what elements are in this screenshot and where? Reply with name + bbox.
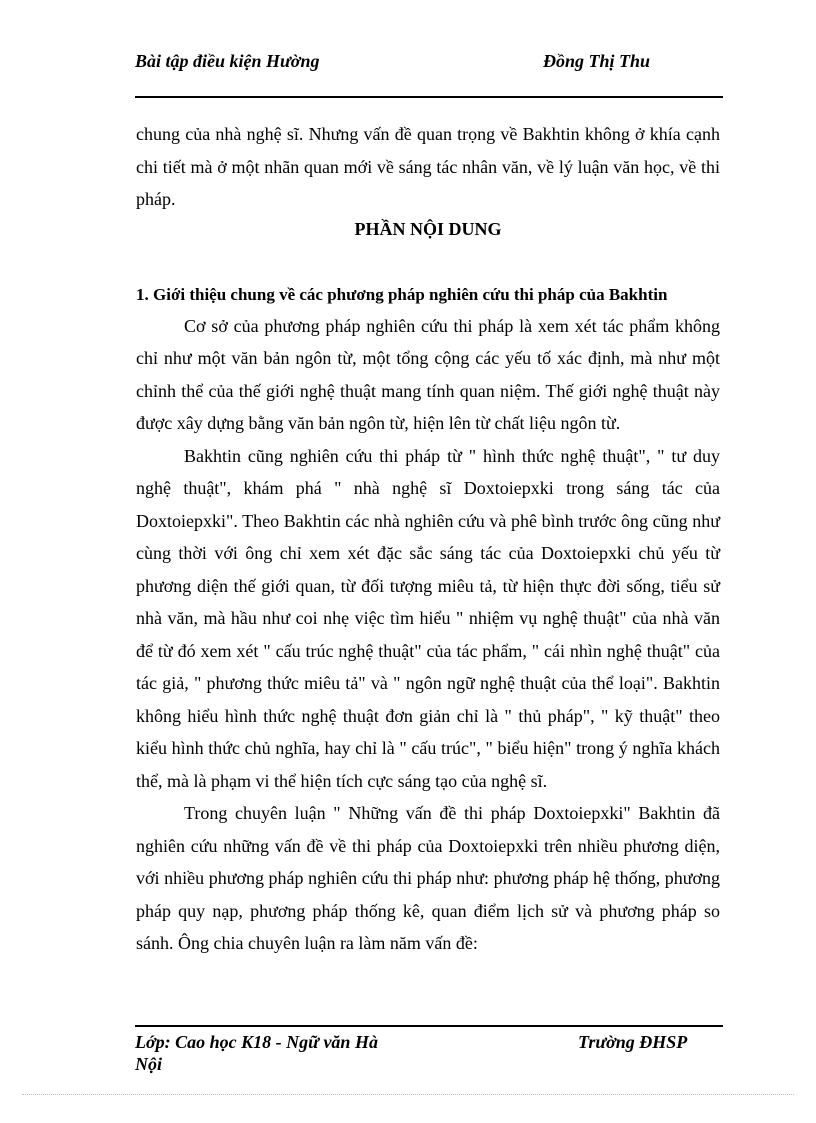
page-bottom-edge — [22, 1094, 794, 1095]
footer-right-text: Trường ĐHSP — [578, 1032, 688, 1052]
body-paragraph: Trong chuyên luận " Những vấn đề thi pháp Doxtoiepxki" Bakhtin đã nghiên cứu những vấn đề về thi pháp của Doxtoiepxki trên nhiều phương diện, với nhiều phương pháp nghiên cứu thi pháp như: phương pháp hệ thống, phương pháp quy nạp, phương pháp thống kê, quan điểm lịch sử và phương pháp so sánh. Ông chia chuyên luận ra làm năm vấn đề: — [136, 803, 720, 953]
body-paragraph: Cơ sở của phương pháp nghiên cứu thi pháp là xem xét tác phẩm không chỉ như một văn bản ngôn từ, một tổng cộng các yếu tố xác định, mà như một chỉnh thể của thế giới nghệ thuật mang tính quan niệm. Thế giới nghệ thuật này được xây dựng bằng văn bản ngôn từ, hiện lên từ chất liệu ngôn từ. — [136, 315, 720, 433]
body-paragraph: Bakhtin cũng nghiên cứu thi pháp từ " hình thức nghệ thuật", " tư duy nghệ thuật", khám phá " nhà nghệ sĩ Doxtoiepxki trong sáng tác của Doxtoiepxki". Theo Bakhtin các nhà nghiên cứu và phê bình trước ông cũng như cùng thời với ông chỉ xem xét đặc sắc sáng tác của Doxtoiepxki chủ yếu từ phương diện thế giới quan, từ đối tượng miêu tả, từ hiện thực đời sống, tiểu sử nhà văn, mà hầu như coi nhẹ việc tìm hiểu " nhiệm vụ nghệ thuật" của nhà văn để từ đó xem xét " cấu trúc nghệ thuật" của tác phẩm, " cái nhìn nghệ thuật" của tác giả, " phương thức miêu tả" và " ngôn ngữ nghệ thuật của thể loại". Bakhtin không hiểu hình thức nghệ thuật đơn giản chỉ là " thủ pháp", " kỹ thuật" theo kiểu hình thức chủ nghĩa, hay chỉ là " cấu trúc", " biểu hiện" trong ý nghĩa khách thể, mà là phạm vi thể hiện tích cực sáng tạo của nghệ sĩ. — [136, 445, 720, 791]
page-footer — [135, 1031, 723, 1077]
page-body — [136, 118, 720, 960]
section-title: PHẦN NỘI DUNG — [354, 218, 502, 239]
sub-heading: 1. Giới thiệu chung về các phương pháp nghiên cứu thi pháp của Bakhtin — [136, 284, 668, 304]
header-divider — [135, 96, 723, 98]
intro-paragraph: chung của nhà nghệ sĩ. Nhưng vấn đề quan trọng về Bakhtin không ở khía cạnh chi tiết mà ở một nhãn quan mới về sáng tác nhân văn, về lý luận văn học, về thi pháp. — [136, 124, 720, 209]
header-right-text: Đồng Thị Thu — [543, 51, 651, 71]
footer-divider — [135, 1025, 723, 1027]
page-header — [135, 50, 723, 96]
header-left-text: Bài tập điều kiện Hường — [135, 51, 320, 71]
footer-left-text: Lớp: Cao học K18 - Ngữ văn Hà Nội — [135, 1032, 378, 1074]
